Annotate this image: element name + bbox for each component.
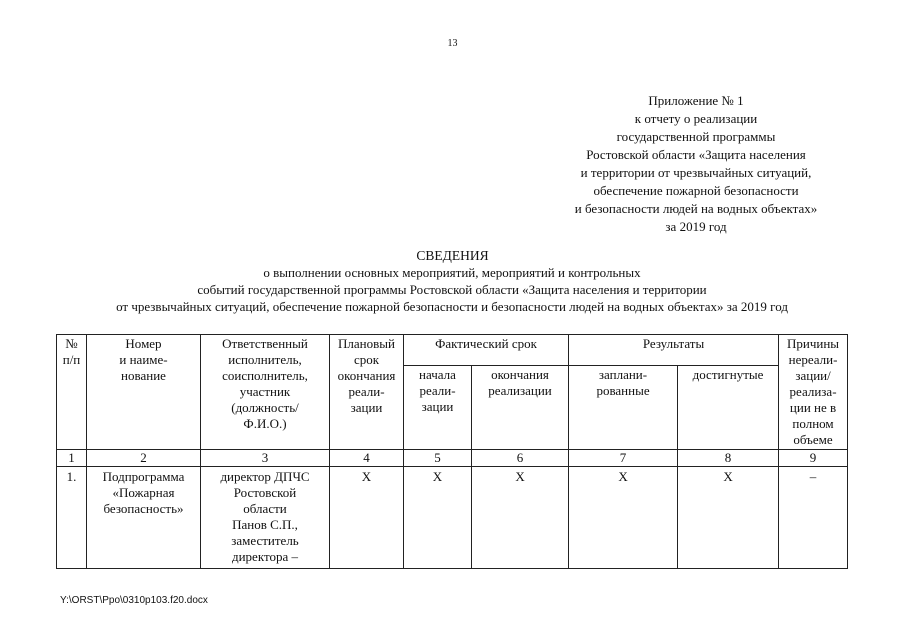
- header-name: Номер и наиме- нование: [87, 335, 201, 450]
- header-planned-end: Плановый срок окончания реали- зации: [330, 335, 404, 450]
- column-number: 3: [201, 450, 330, 467]
- appendix-line: государственной программы: [616, 129, 776, 144]
- header-actual-term: Фактический срок: [404, 335, 569, 366]
- row-achieved-results: Х: [678, 467, 779, 569]
- header-num: № п/п: [57, 335, 87, 450]
- table-header-row: [57, 335, 848, 366]
- document-title: СВЕДЕНИЯ: [416, 248, 489, 263]
- appendix-line: и безопасности людей на водных объектах»: [574, 201, 818, 216]
- appendix-line: обеспечение пожарной безопасности: [593, 183, 799, 198]
- document-subtitle: [52, 264, 852, 315]
- header-achieved-results: достигнутые: [678, 366, 779, 450]
- header-actual-start: начала реали- зации: [404, 366, 472, 450]
- header-planned-results: заплани- рованные: [569, 366, 678, 450]
- header-executor: Ответственный исполнитель, соисполнитель, участник (должность/ Ф.И.О.): [201, 335, 330, 450]
- row-planned-end: Х: [330, 467, 404, 569]
- subtitle-line: от чрезвычайных ситуаций, обеспечение пожарной безопасности и безопасности людей на водных объектах» за 2019 год: [116, 299, 788, 314]
- row-num: 1.: [57, 467, 87, 569]
- column-number: 4: [330, 450, 404, 467]
- column-number: 7: [569, 450, 678, 467]
- header-reasons: Причины нереали- зации/ реализа- ции не в полном объеме: [779, 335, 848, 450]
- header-actual-end: окончания реализации: [472, 366, 569, 450]
- row-reasons: –: [779, 467, 848, 569]
- appendix-line: Приложение № 1: [648, 93, 744, 108]
- column-number-row: [57, 450, 848, 467]
- report-table: [56, 334, 848, 569]
- file-path-footer: Y:\ORST\Ppo\0310p103.f20.docx: [60, 595, 208, 606]
- appendix-line: к отчету о реализации: [634, 111, 758, 126]
- table-row: [57, 467, 848, 569]
- row-name: Подпрограмма «Пожарная безопасность»: [87, 467, 201, 569]
- page-number: 13: [447, 38, 458, 49]
- row-planned-results: Х: [569, 467, 678, 569]
- column-number: 6: [472, 450, 569, 467]
- row-executor: директор ДПЧС Ростовской области Панов С.П., заместитель директора –: [201, 467, 330, 569]
- appendix-line: и территории от чрезвычайных ситуаций,: [580, 165, 812, 180]
- row-actual-start: Х: [404, 467, 472, 569]
- appendix-line: за 2019 год: [665, 219, 727, 234]
- column-number: 9: [779, 450, 848, 467]
- column-number: 2: [87, 450, 201, 467]
- header-results: Результаты: [569, 335, 779, 366]
- subtitle-line: о выполнении основных мероприятий, мероприятий и контрольных: [263, 265, 641, 280]
- column-number: 8: [678, 450, 779, 467]
- row-actual-end: Х: [472, 467, 569, 569]
- column-number: 1: [57, 450, 87, 467]
- column-number: 5: [404, 450, 472, 467]
- subtitle-line: событий государственной программы Ростовской области «Защита населения и территории: [197, 282, 707, 297]
- appendix-line: Ростовской области «Защита населения: [586, 147, 806, 162]
- appendix-heading: [548, 92, 844, 236]
